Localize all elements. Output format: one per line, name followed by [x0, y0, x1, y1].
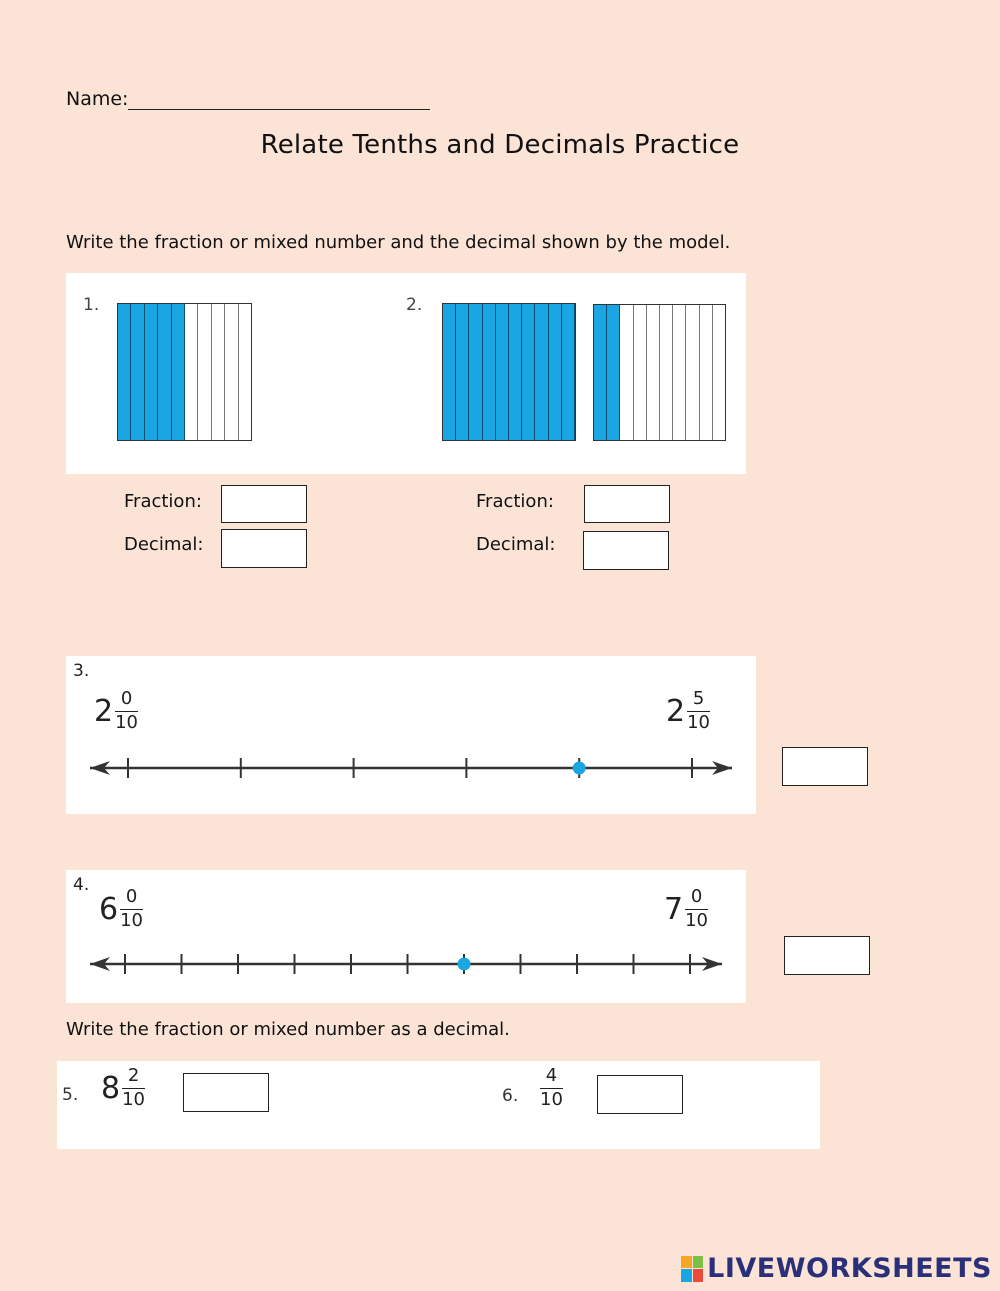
section1-instruction: Write the fraction or mixed number and the decimal shown by the model. [66, 232, 731, 253]
q2-partial-model-strip [660, 305, 673, 440]
q1-model-strip [185, 304, 198, 440]
q1-model-strip [225, 304, 238, 440]
q2-full-model-strip [549, 304, 562, 440]
q5-den: 10 [122, 1088, 145, 1110]
q1-model-strip [145, 304, 158, 440]
q4-start-label [99, 888, 143, 931]
convert-panel [57, 1061, 820, 1149]
q2-full-model-strip [535, 304, 548, 440]
q2-decimal-input[interactable] [583, 531, 669, 570]
q1-fraction-input[interactable] [221, 485, 307, 523]
q1-decimal-label: Decimal: [124, 534, 204, 555]
q1-model-strip [212, 304, 225, 440]
q2-partial-model-strip [647, 305, 660, 440]
q1-model-strip [158, 304, 171, 440]
q6-num: 4 [545, 1065, 558, 1086]
q2-full-model-strip [522, 304, 535, 440]
q4-start-num: 0 [125, 886, 138, 907]
q5-num: 2 [127, 1065, 140, 1086]
q1-decimal-input[interactable] [221, 529, 307, 568]
q2-partial-model-strip [620, 305, 633, 440]
q1-model-strip [198, 304, 211, 440]
q5-whole: 8 [101, 1070, 121, 1106]
q3-end-whole: 2 [666, 693, 686, 729]
models-panel [66, 273, 746, 474]
page-title: Relate Tenths and Decimals Practice [260, 130, 740, 160]
q2-fraction-label: Fraction: [476, 491, 554, 512]
q2-full-model-strip [456, 304, 469, 440]
q2-partial-model-strip [700, 305, 713, 440]
q5-mixed-number [101, 1067, 145, 1110]
q2-decimal-label: Decimal: [476, 534, 556, 555]
q1-model-strip [131, 304, 144, 440]
q2-tenths-model [593, 304, 726, 441]
liveworksheets-logo-icon [681, 1256, 703, 1282]
q2-partial-model-strip [686, 305, 699, 440]
q2-partial-model-strip [713, 305, 725, 440]
q3-end-den: 10 [687, 711, 710, 733]
q2-partial-model-strip [594, 305, 607, 440]
q2-full-model-strip [443, 304, 456, 440]
q3-start-label [94, 690, 138, 733]
q2-fraction-input[interactable] [584, 485, 670, 523]
q1-model-strip [239, 304, 251, 440]
q4-start-whole: 6 [99, 891, 119, 927]
q3-start-num: 0 [120, 688, 133, 709]
q3-end-label [666, 690, 710, 733]
q2-number: 2. [406, 295, 423, 315]
q2-full-model-strip [469, 304, 482, 440]
brand-text: LIVEWORKSHEETS [707, 1253, 992, 1284]
q2-full-model-strip [483, 304, 496, 440]
q4-answer-input[interactable] [784, 936, 870, 975]
q4-end-num: 0 [690, 886, 703, 907]
q1-model-strip [118, 304, 131, 440]
q2-partial-model-strip [607, 305, 620, 440]
q3-start-den: 10 [115, 711, 138, 733]
q2-partial-model-strip [673, 305, 686, 440]
section2-instruction: Write the fraction or mixed number as a decimal. [66, 1019, 510, 1040]
liveworksheets-brand[interactable] [681, 1253, 992, 1284]
name-label: Name: [66, 88, 129, 110]
q3-number: 3. [73, 661, 90, 681]
q1-tenths-model [117, 303, 252, 441]
q4-panel [66, 870, 746, 1003]
q1-number: 1. [83, 295, 100, 315]
q2-whole-model [442, 303, 576, 441]
q2-full-model-strip [509, 304, 522, 440]
marked-point [458, 958, 471, 971]
q3-panel [66, 656, 756, 814]
q4-end-whole: 7 [664, 891, 684, 927]
q3-start-whole: 2 [94, 693, 114, 729]
name-underline [128, 109, 430, 110]
q1-model-strip [172, 304, 185, 440]
q2-partial-model-strip [634, 305, 647, 440]
q5-number: 5. [62, 1085, 79, 1105]
q6-den: 10 [540, 1088, 563, 1110]
q6-number: 6. [502, 1086, 519, 1106]
q1-fraction-label: Fraction: [124, 491, 202, 512]
q4-number: 4. [73, 875, 90, 895]
marked-point [573, 762, 586, 775]
q2-full-model-strip [496, 304, 509, 440]
q3-answer-input[interactable] [782, 747, 868, 786]
q6-answer-input[interactable] [597, 1075, 683, 1114]
q3-end-num: 5 [692, 688, 705, 709]
q3-number-line [66, 746, 756, 786]
q4-start-den: 10 [120, 909, 143, 931]
q4-end-label [664, 888, 708, 931]
q4-number-line [66, 942, 746, 982]
q5-answer-input[interactable] [183, 1073, 269, 1112]
q2-full-model-strip [562, 304, 575, 440]
q6-fraction [540, 1067, 563, 1110]
q4-end-den: 10 [685, 909, 708, 931]
